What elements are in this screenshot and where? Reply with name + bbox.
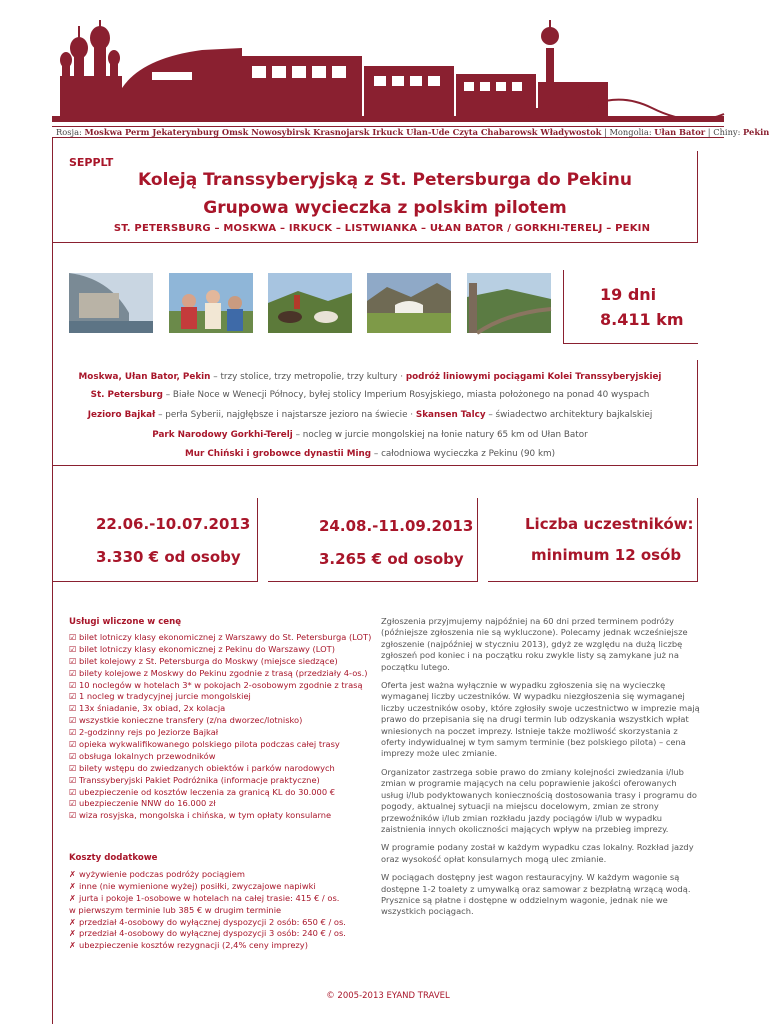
highlight-line: Moskwa, Ułan Bator, Pekin – trzy stolice, trzy metropolie, trzy kultury · podróż liniowymi pociągami Kolei Transsyberyjskiej xyxy=(78,372,662,382)
checkbox-checked-icon: ☑ xyxy=(69,715,77,726)
included-item xyxy=(69,727,369,739)
included-item-text: ubezpieczenie od kosztów leczenia za granicą KL do 30.000 € xyxy=(79,786,336,797)
terms-paragraph: Zgłoszenia przyjmujemy najpóźniej na 60 dni przed terminem podróży (późniejsze zgłoszenia nie są wykluczone). Polecamy jednak wcześniejsze zgłoszenie (najpóźniej w styczniu 2013), gdyż ze względu na dużą liczbę zgłoszeń pod koniec i na początku roku zwykle listy są zamykane już na początku lutego. xyxy=(381,616,688,672)
terms-paragraph: W pociągach dostępny jest wagon restauracyjny. W każdym wagonie są dostępne 1-2 toalety z umywalką oraz samowar z bezpłatną wrzącą wodą. Prysznice są płatne i dostępne w oddzielnym wagonie, jednak nie we wszystkich pociągach. xyxy=(381,872,691,917)
cross-icon: ✗ xyxy=(69,940,76,951)
separator: | xyxy=(604,127,607,137)
terms-column xyxy=(381,616,701,925)
price-1: 3.330 € od osoby xyxy=(96,548,241,566)
extra-cost-item-text: w pierwszym terminie lub 385 € w drugim terminie xyxy=(69,904,282,915)
extra-costs-list xyxy=(69,869,369,952)
departure-dates-2: 24.08.-11.09.2013 xyxy=(319,517,474,535)
cross-icon: ✗ xyxy=(69,892,76,903)
included-item-text: bilet lotniczy klasy ekonomicznej z Pekinu do Warszawy (LOT) xyxy=(79,643,335,654)
included-item-text: bilet lotniczy klasy ekonomicznej z Warszawy do St. Petersburga (LOT) xyxy=(79,632,372,642)
extra-cost-item-text: przedział 4-osobowy do wyłącznej dyspozycji 3 osób: 240 € / os. xyxy=(79,928,346,939)
photo-st-petersburg xyxy=(69,273,153,333)
page-subtitle: Grupowa wycieczka z polskim pilotem xyxy=(203,198,567,218)
extra-costs-title: Koszty dodatkowe xyxy=(69,853,158,863)
participants-box xyxy=(488,498,698,582)
extra-cost-item xyxy=(69,940,369,952)
highlight-line: Park Narodowy Gorkhi-Terelj – nocleg w jurcie mongolskiej na łonie natury 65 km od Ułan Bator xyxy=(152,430,588,440)
checkbox-checked-icon: ☑ xyxy=(69,739,77,750)
included-list xyxy=(69,632,372,822)
checkbox-checked-icon: ☑ xyxy=(69,655,77,666)
included-item-text: ubezpieczenie NNW do 16.000 zł xyxy=(79,798,216,809)
photo-yurt xyxy=(367,273,451,333)
highlight-line: Mur Chiński i grobowce dynastii Ming – całodniowa wycieczka z Pekinu (90 km) xyxy=(184,449,556,459)
included-item-text: 1 nocleg w tradycyjnej jurcie mongolskiej xyxy=(79,691,251,702)
checkbox-checked-icon: ☑ xyxy=(69,691,77,702)
included-item-text: 2-godzinny rejs po Jeziorze Bajkał xyxy=(79,727,219,738)
cross-icon: ✗ xyxy=(69,916,76,927)
china-city: Pekin xyxy=(743,127,769,137)
photo-mongolian-riders xyxy=(268,273,352,333)
extra-cost-item-text: ubezpieczenie kosztów rezygnacji (2,4% ceny imprezy) xyxy=(79,940,308,951)
included-item xyxy=(69,632,372,644)
included-title: Usługi wliczone w cenę xyxy=(69,617,182,627)
included-item-text: bilety kolejowe z Moskwy do Pekinu zgodnie z trasą (przedziały 4-os.) xyxy=(79,667,368,678)
included-item xyxy=(69,775,369,787)
participants-label: Liczba uczestników: xyxy=(525,515,694,533)
extra-cost-item xyxy=(69,893,369,905)
terms-paragraph: Organizator zastrzega sobie prawo do zmiany kolejności zwiedzania i/lub zmian w programie mających na celu poprawienie jakości oferowanych usług i/lub podyktowanych koniecznością dostosowania trasy i programu do pogody, aktualnej sytuacji na miejscu docelowym, zmian ze strony przewoźników i/lub zmian rozkładu jazdy pociągów i/lub w wypadku zaistnienia innych okoliczności mających wpływ na przebieg imprezy. xyxy=(381,766,697,834)
checkbox-checked-icon: ☑ xyxy=(69,774,77,785)
operator-code: SEPPLT xyxy=(69,156,114,169)
included-item xyxy=(69,691,369,703)
terms-paragraph: Oferta jest ważna wyłącznie w wypadku zgłoszenia się na wycieczkę wymaganej liczby uczestników. W wypadku niezgłoszenia się wymaganej liczby uczestników osoby, które zgłosiły swoje uczestnictwo w imprezie mają prawo do przepisania się na drugi termin lub odzyskania wszystkich wpłat wniesionych na poczet imprezy. Istnieje także możliwość skorzystania z oferty indywidualnej w tym samym terminie (bez polskiego pilota) – cena imprezy może ulec zmianie. xyxy=(381,680,700,759)
price-box-1 xyxy=(52,498,258,582)
checkbox-checked-icon: ☑ xyxy=(69,786,77,797)
included-item xyxy=(69,798,369,810)
checkbox-checked-icon: ☑ xyxy=(69,632,77,642)
extra-cost-item xyxy=(69,917,369,929)
checkbox-checked-icon: ☑ xyxy=(69,727,77,738)
highlight-line: St. Petersburg – Białe Noce w Wenecji Północy, byłej stolicy Imperium Rosyjskiego, miasta położonego na ponad 40 wyspach xyxy=(90,390,650,400)
extra-cost-item xyxy=(69,928,369,940)
extra-cost-item xyxy=(69,905,369,917)
checkbox-checked-icon: ☑ xyxy=(69,762,77,773)
price-2: 3.265 € od osoby xyxy=(319,550,464,568)
checkbox-checked-icon: ☑ xyxy=(69,798,77,809)
terms-paragraph: W programie podany został w każdym wypadku czas lokalny. Rozkład jazdy oraz wysokość opłat konsularnych mogą ulec zmianie. xyxy=(381,842,694,864)
separator: | xyxy=(707,127,711,137)
extra-cost-item xyxy=(69,881,369,893)
cross-icon: ✗ xyxy=(69,869,76,879)
checkbox-checked-icon: ☑ xyxy=(69,810,77,821)
included-item xyxy=(69,739,369,751)
extra-cost-item-text: wyżywienie podczas podróży pociągiem xyxy=(79,869,245,879)
included-item xyxy=(69,810,369,822)
cross-icon: ✗ xyxy=(69,880,76,891)
extra-cost-item-text: inne (nie wymienione wyżej) posiłki, zwyczajowe napiwki xyxy=(79,880,316,891)
included-item xyxy=(69,751,369,763)
included-item xyxy=(69,680,369,692)
included-item-text: bilet kolejowy z St. Petersburga do Moskwy (miejsce siedzące) xyxy=(79,655,338,666)
included-item xyxy=(69,644,369,656)
extra-cost-item xyxy=(69,869,369,881)
included-item xyxy=(69,656,369,668)
route-country-bar xyxy=(52,126,769,138)
included-item-text: bilety wstępu do zwiedzanych obiektów i parków narodowych xyxy=(79,762,335,773)
photo-travellers xyxy=(169,273,253,333)
included-item-text: opieka wykwalifikowanego polskiego pilota podczas całej trasy xyxy=(79,739,340,750)
trip-duration: 19 dni xyxy=(600,285,657,304)
checkbox-checked-icon: ☑ xyxy=(69,703,77,714)
included-item-text: Transsyberyjski Pakiet Podróżnika (informacje praktyczne) xyxy=(79,774,320,785)
extra-cost-item-text: przedział 4-osobowy do wyłącznej dyspozycji 2 osób: 650 € / os. xyxy=(79,916,346,927)
participants-value: minimum 12 osób xyxy=(531,546,682,564)
mongolia-label: Mongolia: xyxy=(609,127,652,137)
included-item xyxy=(69,703,369,715)
checkbox-checked-icon: ☑ xyxy=(69,643,77,654)
included-item xyxy=(69,763,369,775)
footer-copyright: © 2005-2013 EYAND TRAVEL xyxy=(326,991,450,1001)
included-item xyxy=(69,668,369,680)
included-item xyxy=(69,715,369,727)
russia-label: Rosja: xyxy=(56,127,82,137)
included-item-text: obsługa lokalnych przewodników xyxy=(79,750,216,761)
departure-dates-1: 22.06.-10.07.2013 xyxy=(96,515,251,533)
checkbox-checked-icon: ☑ xyxy=(69,679,77,690)
page-title: Koleją Transsyberyjską z St. Petersburga do Pekinu xyxy=(138,170,632,190)
price-box-2 xyxy=(268,498,478,582)
included-item-text: 10 noclegów w hotelach 3* w pokojach 2-osobowym zgodnie z trasą xyxy=(79,679,363,690)
route-line: ST. PETERSBURG – MOSKWA – IRKUCK – LISTWIANKA – UŁAN BATOR / GORKHI-TERELJ – PEKIN xyxy=(113,223,651,234)
included-item-text: 13x śniadanie, 3x obiad, 2x kolacja xyxy=(79,703,226,714)
checkbox-checked-icon: ☑ xyxy=(69,667,77,678)
header-banner-illustration xyxy=(52,18,724,126)
included-item-text: wszystkie konieczne transfery (z/na dworzec/lotnisko) xyxy=(79,715,303,726)
russia-cities: Moskwa Perm Jekaterynburg Omsk Nowosybirsk Krasnojarsk Irkuck Ułan-Ude Czyta Chabarowsk Władywostok xyxy=(84,127,602,137)
checkbox-checked-icon: ☑ xyxy=(69,750,77,761)
highlight-line: Jezioro Bajkał – perła Syberii, najgłębsze i najstarsze jezioro na świecie · Skansen Talcy – świadectwo architektury bajkalskiej xyxy=(87,410,653,420)
included-item xyxy=(69,787,369,799)
cross-icon: ✗ xyxy=(69,928,76,939)
trip-distance: 8.411 km xyxy=(600,310,684,329)
china-label: Chiny: xyxy=(713,127,741,137)
extra-cost-item-text: jurta i pokoje 1-osobowe w hotelach na całej trasie: 415 € / os. xyxy=(79,892,340,903)
photo-train-tracks xyxy=(467,273,551,333)
mongolia-city: Ułan Bator xyxy=(654,127,706,137)
trip-summary-box xyxy=(563,270,698,344)
included-item-text: wiza rosyjska, mongolska i chińska, w tym opłaty konsularne xyxy=(79,810,332,821)
